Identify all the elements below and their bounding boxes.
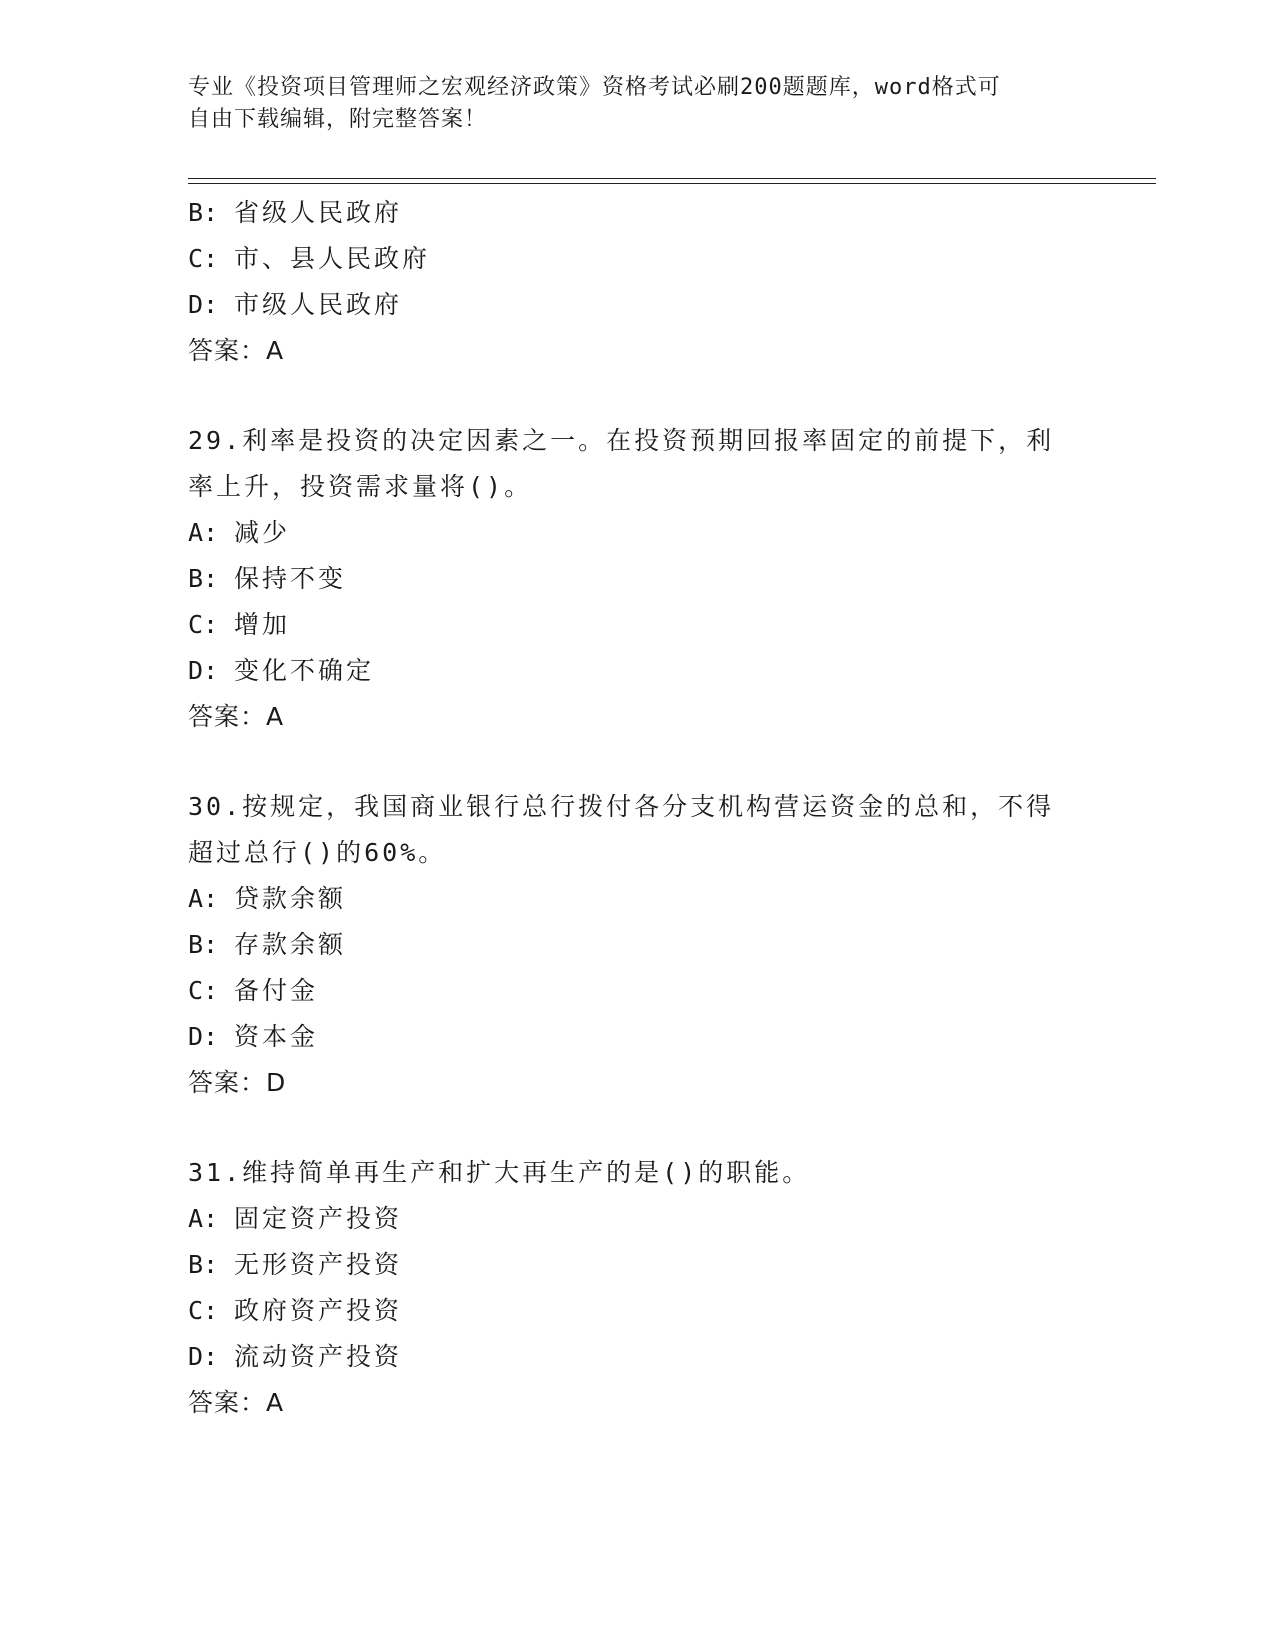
question-stem xyxy=(188,1150,1068,1196)
question-stem xyxy=(188,784,1068,876)
question-stem-line-2: 超过总行()的60%。 xyxy=(188,838,447,867)
answer-line: 答案：A xyxy=(188,1388,285,1417)
option-a xyxy=(188,876,1088,922)
option-text: 备付金 xyxy=(234,976,319,1005)
option-a xyxy=(188,510,1088,556)
spacer xyxy=(188,740,1088,784)
option-text: 减少 xyxy=(234,518,291,547)
option-letter: D: xyxy=(188,1342,219,1371)
option-c xyxy=(188,236,1088,282)
question-stem-line-1: 31.维持简单再生产和扩大再生产的是()的职能。 xyxy=(188,1158,811,1187)
option-letter: B: xyxy=(188,1250,219,1279)
answer-line: 答案：D xyxy=(188,1068,287,1097)
header-line-1: 专业《投资项目管理师之宏观经济政策》资格考试必刷200题题库，word格式可 xyxy=(188,75,1001,100)
option-letter: B: xyxy=(188,930,219,959)
option-letter: B: xyxy=(188,198,219,227)
option-text: 市级人民政府 xyxy=(234,290,403,319)
spacer xyxy=(188,1106,1088,1150)
option-letter: D: xyxy=(188,1022,219,1051)
option-a xyxy=(188,1196,1088,1242)
header-line-2: 自由下载编辑，附完整答案！ xyxy=(188,107,488,132)
question-stem-line-2: 率上升，投资需求量将()。 xyxy=(188,472,533,501)
option-d xyxy=(188,1014,1088,1060)
option-b xyxy=(188,1242,1088,1288)
option-letter: A: xyxy=(188,518,219,547)
answer-line: 答案：A xyxy=(188,702,285,731)
option-text: 政府资产投资 xyxy=(234,1296,403,1325)
option-letter: B: xyxy=(188,564,219,593)
option-letter: A: xyxy=(188,884,219,913)
option-text: 存款余额 xyxy=(234,930,347,959)
spacer xyxy=(188,374,1088,418)
question-stem xyxy=(188,418,1068,510)
header-divider-bottom xyxy=(188,183,1156,184)
question-stem-line-1: 30.按规定，我国商业银行总行拨付各分支机构营运资金的总和，不得 xyxy=(188,792,1055,821)
option-letter: C: xyxy=(188,976,219,1005)
option-d xyxy=(188,1334,1088,1380)
option-text: 无形资产投资 xyxy=(234,1250,403,1279)
option-text: 省级人民政府 xyxy=(234,198,403,227)
question-31 xyxy=(188,1150,1088,1426)
option-c xyxy=(188,602,1088,648)
option-d xyxy=(188,648,1088,694)
option-text: 市、县人民政府 xyxy=(234,244,431,273)
option-letter: C: xyxy=(188,610,219,639)
option-text: 保持不变 xyxy=(234,564,347,593)
option-letter: C: xyxy=(188,1296,219,1325)
option-text: 变化不确定 xyxy=(234,656,375,685)
header-divider-top xyxy=(188,178,1156,179)
option-b xyxy=(188,922,1088,968)
option-text: 流动资产投资 xyxy=(234,1342,403,1371)
question-stem-line-1: 29.利率是投资的决定因素之一。在投资预期回报率固定的前提下，利 xyxy=(188,426,1055,455)
option-letter: C: xyxy=(188,244,219,273)
prev-question-block xyxy=(188,190,1088,374)
question-content xyxy=(188,190,1088,1426)
question-30 xyxy=(188,784,1088,1106)
option-c xyxy=(188,1288,1088,1334)
answer-line: 答案：A xyxy=(188,336,285,365)
option-text: 贷款余额 xyxy=(234,884,347,913)
document-header xyxy=(188,72,1068,136)
option-b xyxy=(188,556,1088,602)
option-text: 增加 xyxy=(234,610,291,639)
question-29 xyxy=(188,418,1088,740)
option-c xyxy=(188,968,1088,1014)
option-d xyxy=(188,282,1088,328)
option-text: 资本金 xyxy=(234,1022,319,1051)
option-letter: D: xyxy=(188,656,219,685)
option-b xyxy=(188,190,1088,236)
option-text: 固定资产投资 xyxy=(234,1204,403,1233)
option-letter: D: xyxy=(188,290,219,319)
option-letter: A: xyxy=(188,1204,219,1233)
